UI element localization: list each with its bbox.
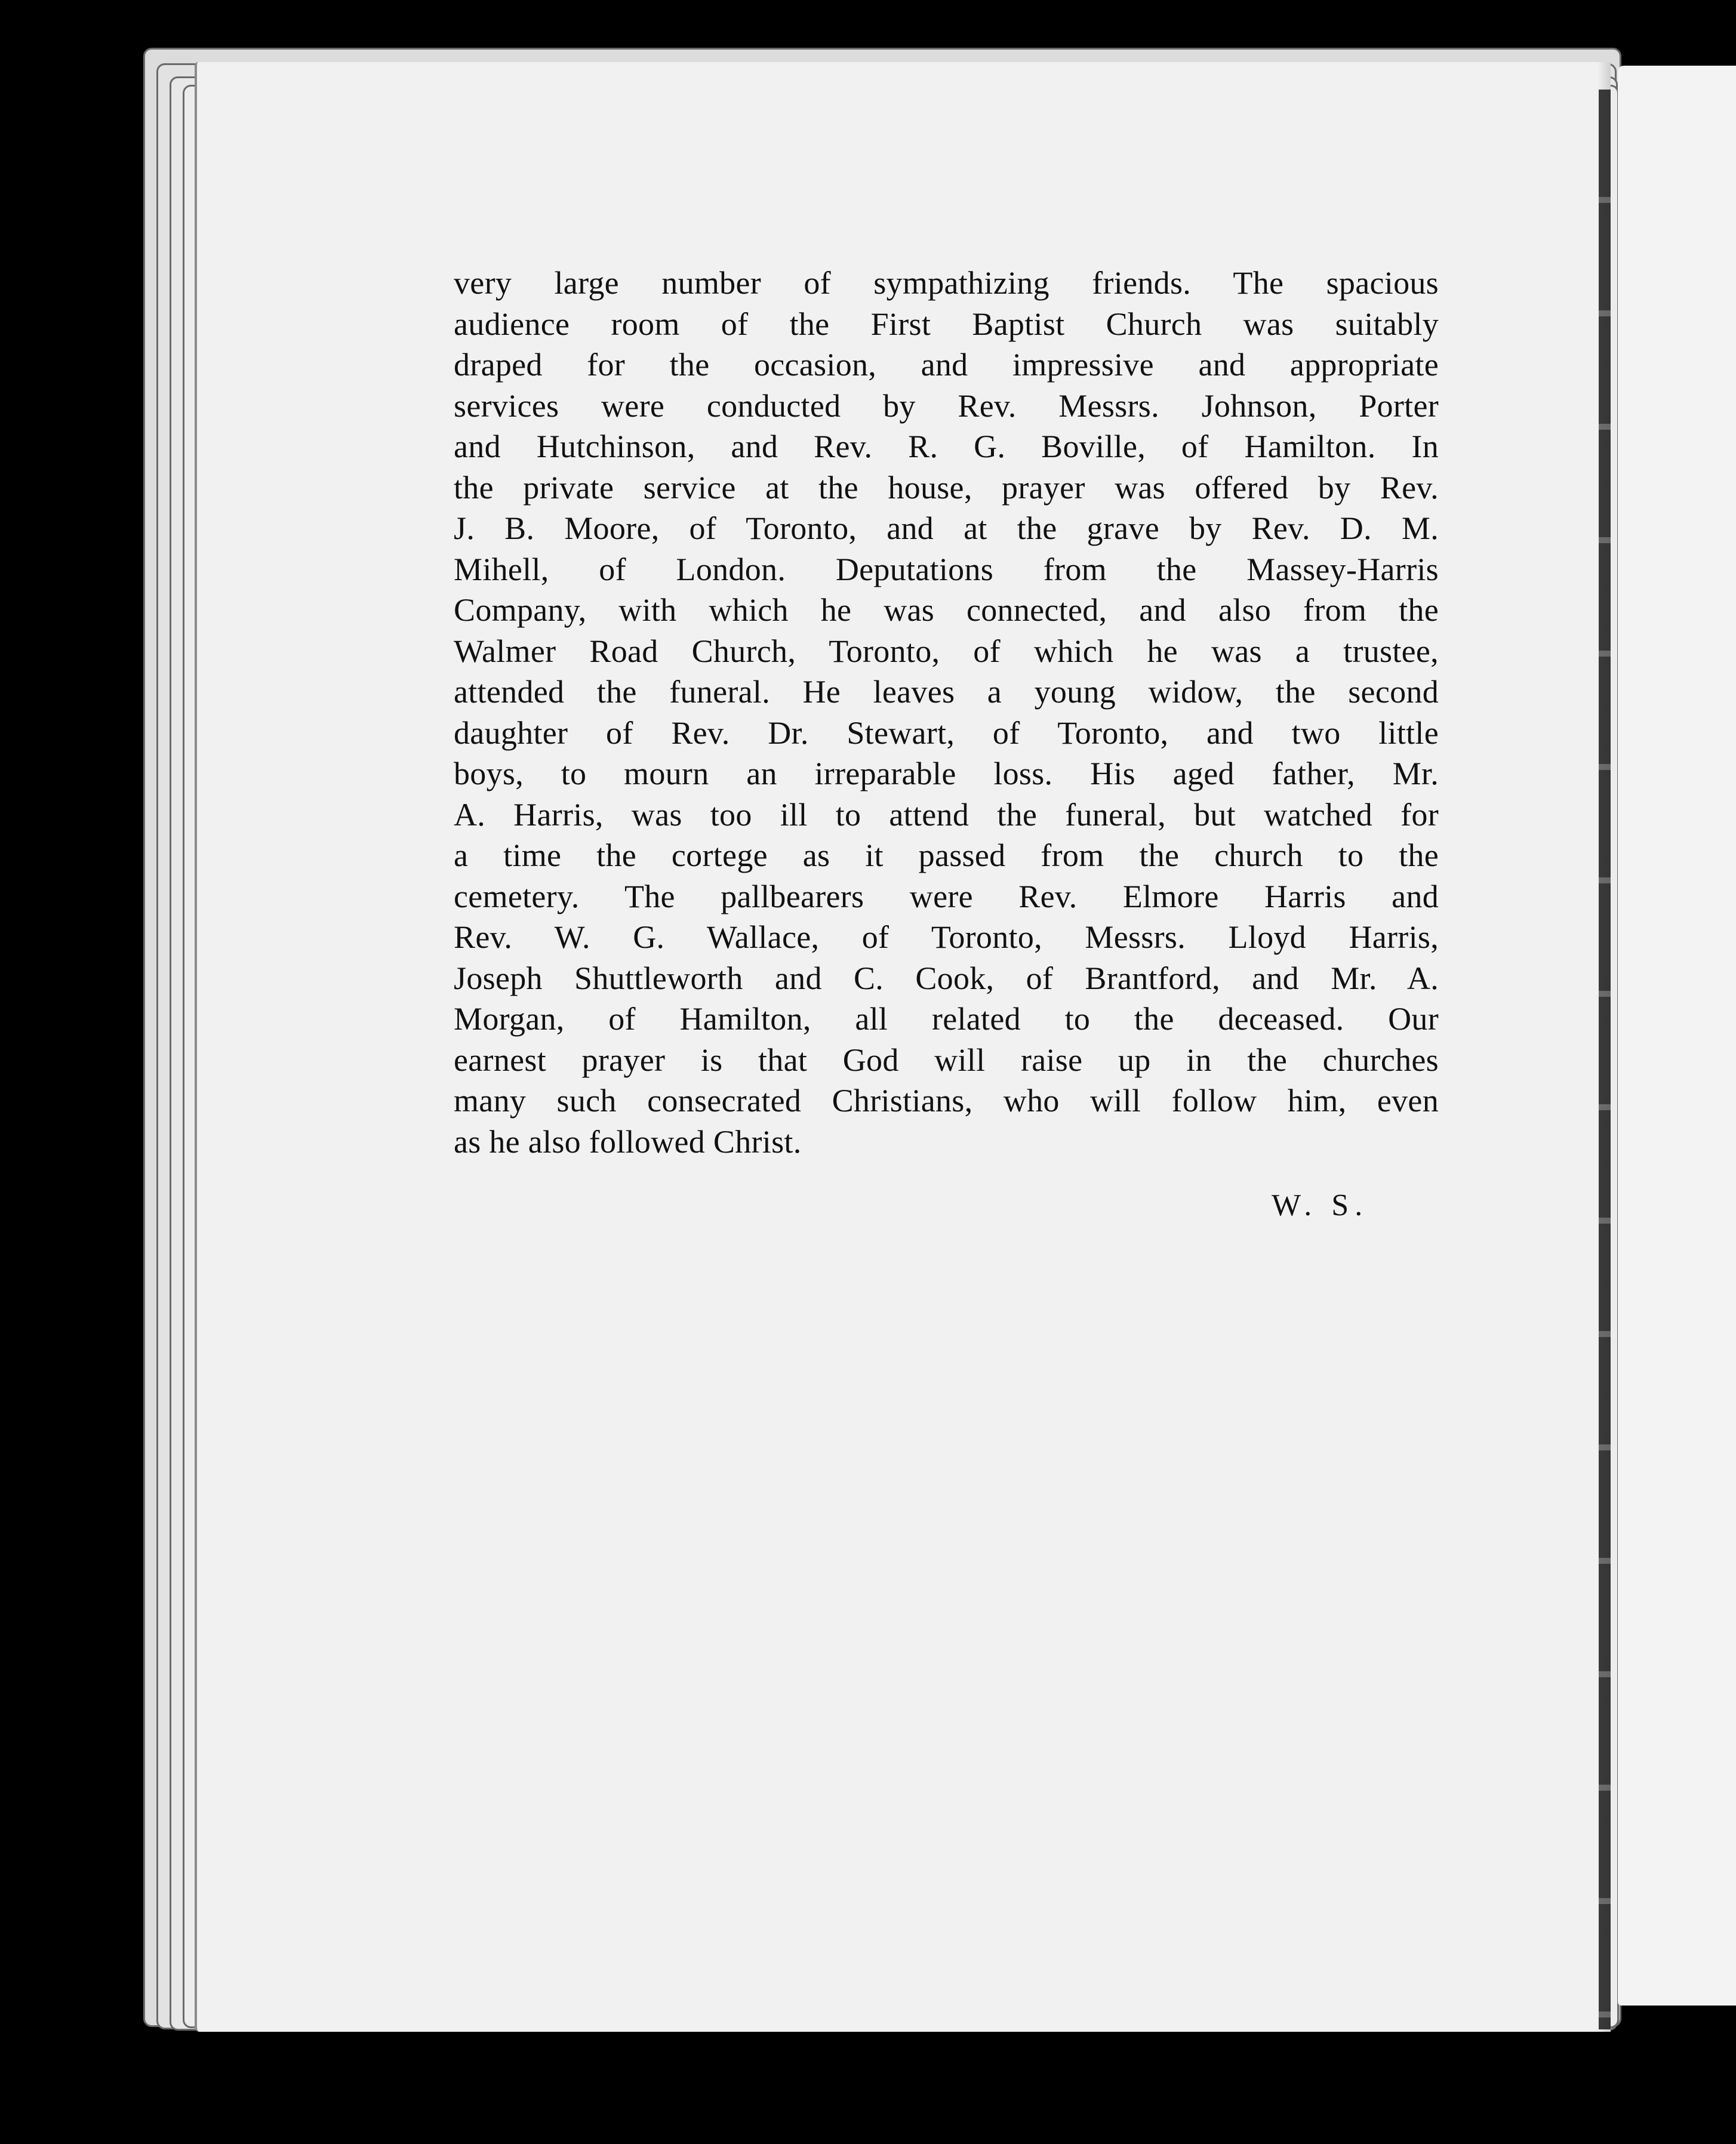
text-line: boys, to mourn an irreparable loss. His aged father, Mr. — [454, 756, 1439, 791]
text-line: Walmer Road Church, Toronto, of which he was a trustee, — [454, 633, 1439, 669]
facing-page-sliver — [1618, 66, 1736, 2006]
text-line: services were conducted by Rev. Messrs. Johnson, Porter — [454, 387, 1439, 424]
book-binding — [1599, 90, 1611, 2029]
text-line: cemetery. The pallbearers were Rev. Elmore Harris and — [454, 878, 1439, 914]
text-line: earnest prayer is that God will raise up in the churches — [454, 1042, 1439, 1078]
text-line: as he also followed Christ. — [454, 1123, 802, 1160]
text-line: the private service at the house, prayer was offered by Rev. — [454, 469, 1439, 506]
text-line: very large number of sympathizing friends. The spacious — [454, 265, 1439, 301]
text-line: J. B. Moore, of Toronto, and at the grave by Rev. D. M. — [454, 510, 1439, 546]
text-line: and Hutchinson, and Rev. R. G. Boville, of Hamilton. In — [454, 429, 1439, 464]
text-line: Morgan, of Hamilton, all related to the deceased. Our — [454, 1001, 1439, 1037]
text-line: daughter of Rev. Dr. Stewart, of Toronto, and two little — [454, 714, 1439, 751]
text-line: draped for the occasion, and impressive and appropriate — [454, 347, 1439, 383]
signature-initials: W. S. — [1272, 1188, 1369, 1222]
text-line: Company, with which he was connected, and also from the — [454, 592, 1439, 628]
text-line: Rev. W. G. Wallace, of Toronto, Messrs. Lloyd Harris, — [454, 919, 1439, 955]
text-line: many such consecrated Christians, who will follow him, even — [454, 1083, 1439, 1119]
text-line: Mihell, of London. Deputations from the Massey-Harris — [454, 551, 1439, 587]
text-line: A. Harris, was too ill to attend the funeral, but watched for — [454, 796, 1439, 833]
text-line: Joseph Shuttleworth and C. Cook, of Brantford, and Mr. A. — [454, 960, 1439, 996]
body-text — [454, 263, 1439, 1162]
text-line: audience room of the First Baptist Church was suitably — [454, 306, 1439, 342]
text-line: a time the cortege as it passed from the church to the — [454, 837, 1439, 873]
text-line: attended the funeral. He leaves a young widow, the second — [454, 674, 1439, 710]
